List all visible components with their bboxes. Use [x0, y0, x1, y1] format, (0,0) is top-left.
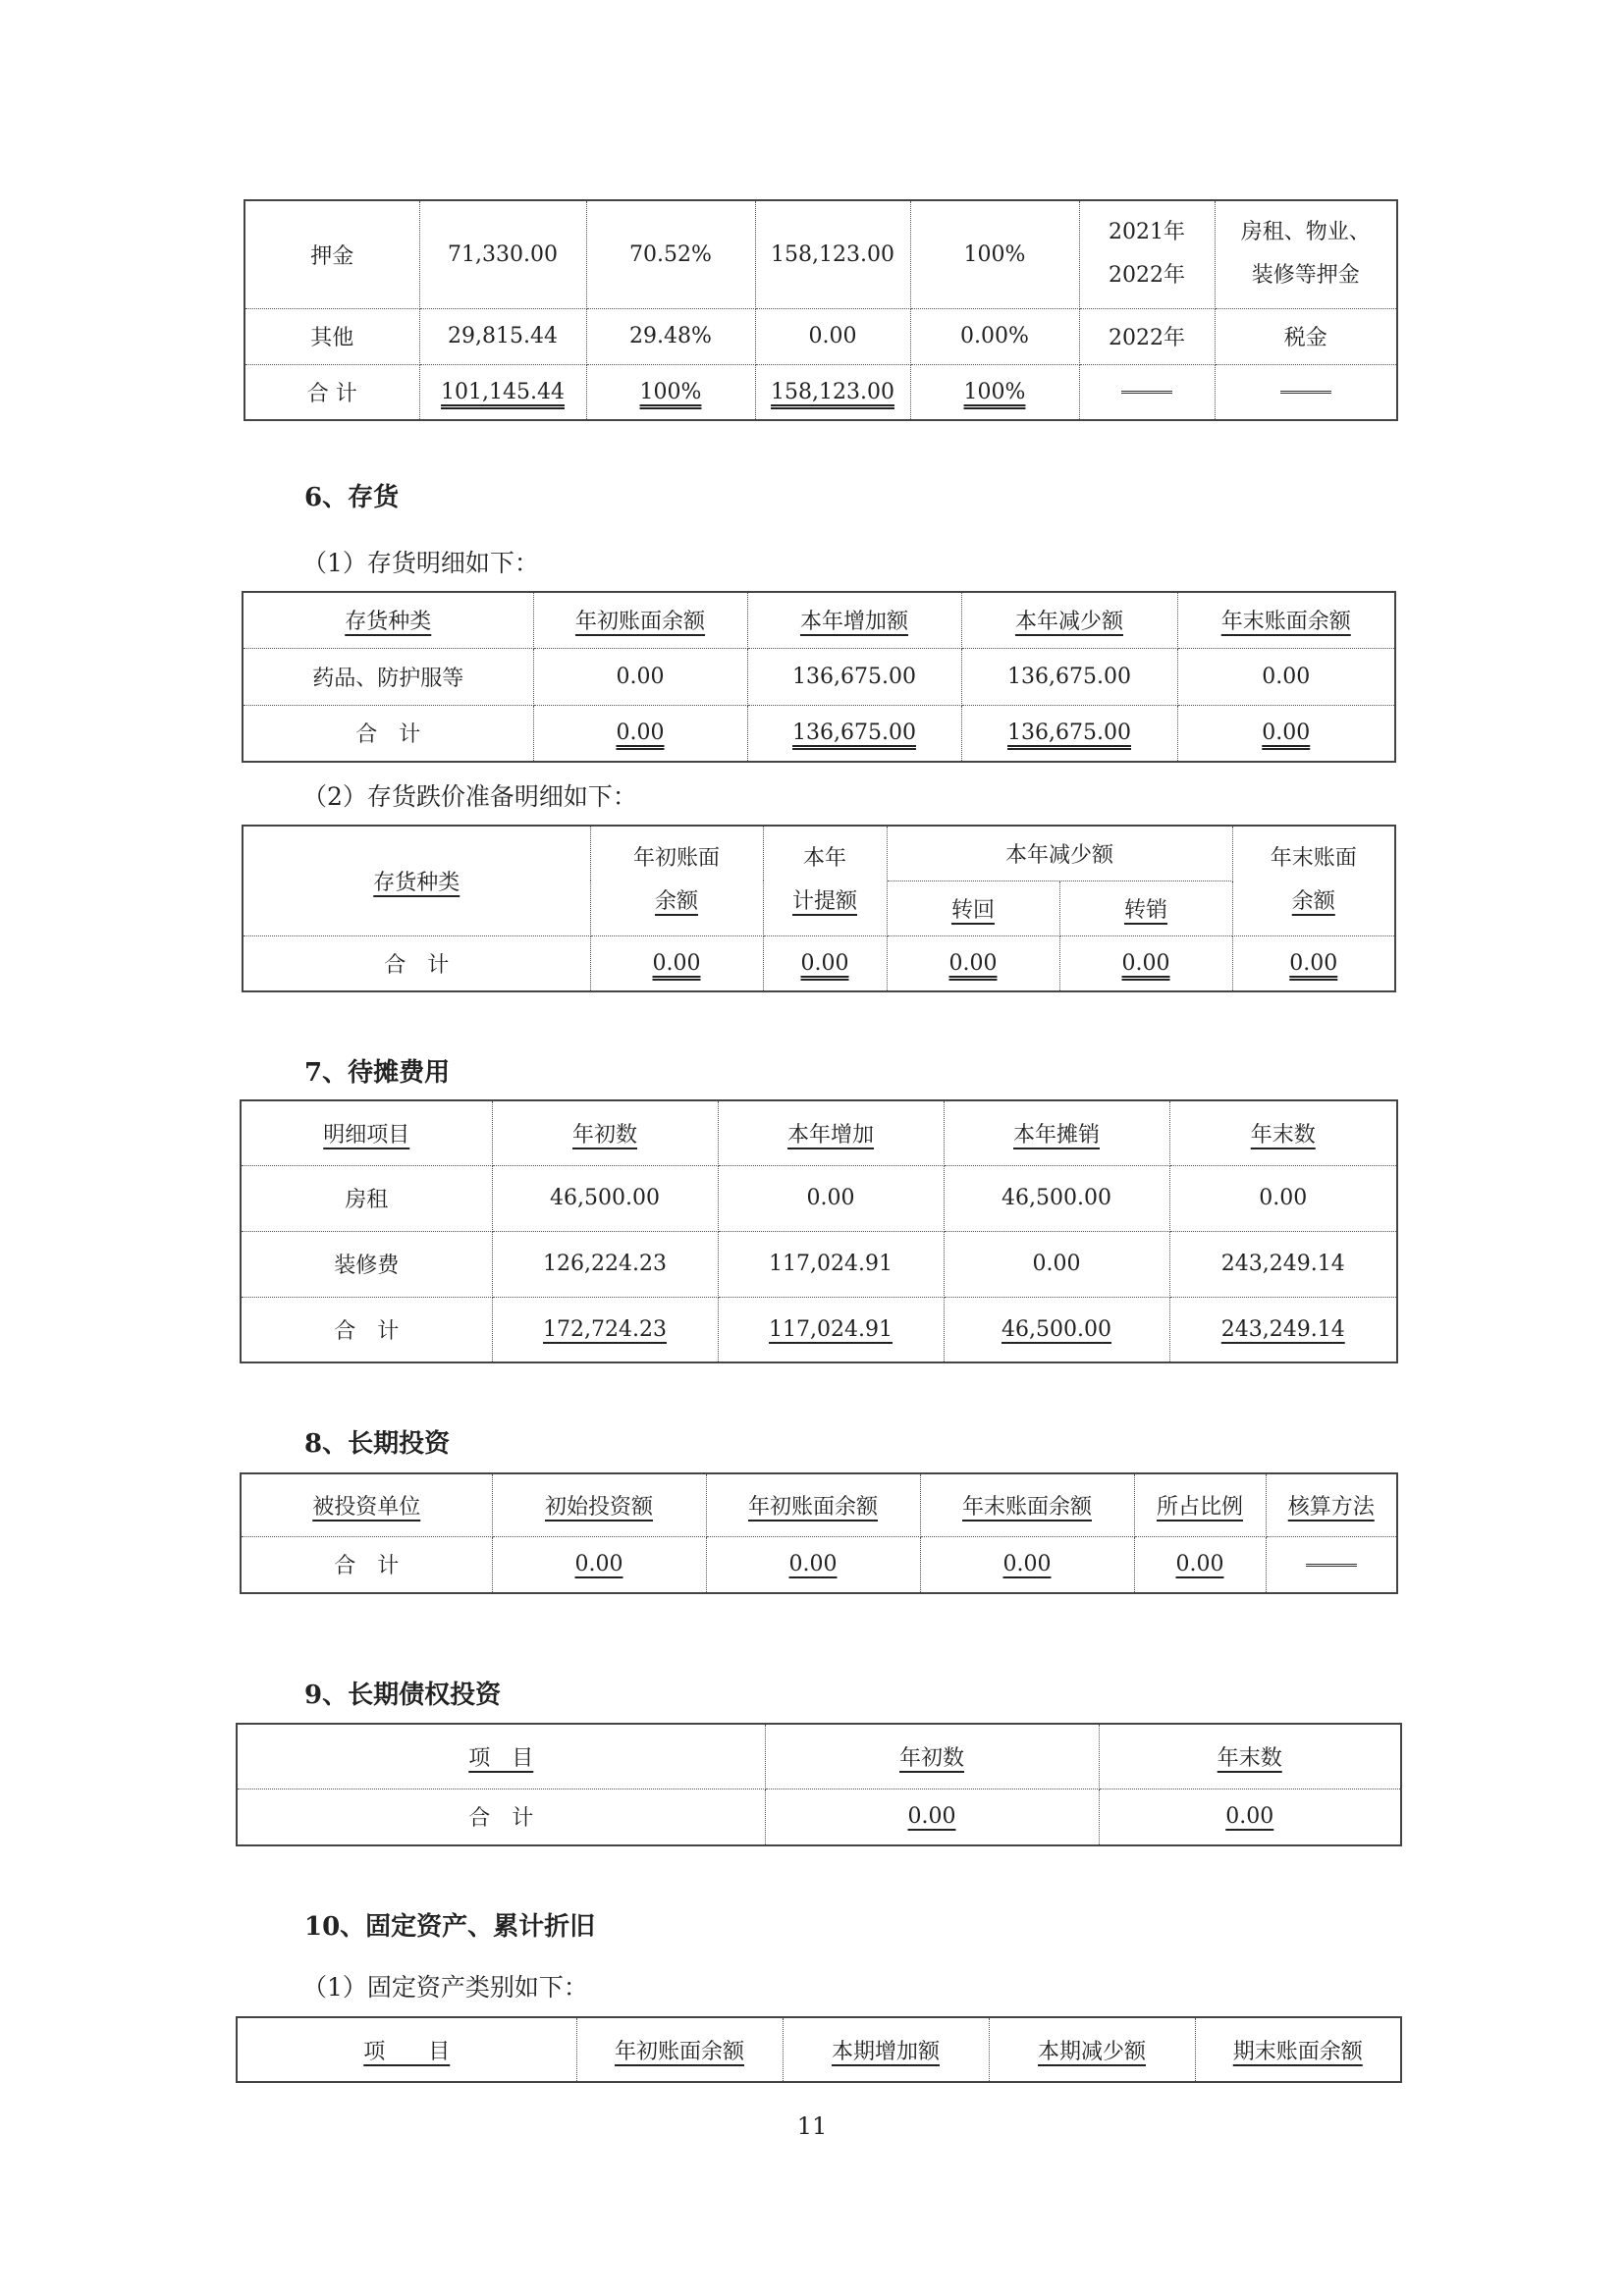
total-amount: 0.00 [616, 721, 665, 746]
amount-cell: 136,675.00 [747, 648, 961, 705]
dash-mark [1306, 1564, 1357, 1567]
total-amount: 0.00 [1262, 721, 1311, 746]
column-header: 年末数 [1250, 1122, 1316, 1148]
note-cell [1215, 200, 1397, 308]
ratio-cell: 29.48% [586, 308, 755, 364]
total-label: 合 计 [244, 364, 419, 420]
long-term-bond-table [236, 1723, 1402, 1846]
amount-cell: 243,249.14 [1169, 1231, 1397, 1297]
subheading-inventory-provision: （2）存货跌价准备明细如下： [302, 782, 637, 811]
column-header: 年初账面 [632, 846, 720, 872]
dash-mark [1121, 391, 1172, 394]
column-header: 转销 [1124, 897, 1168, 923]
table-row [241, 1165, 1397, 1231]
column-header: 转回 [950, 897, 995, 923]
total-amount: 243,249.14 [1220, 1316, 1345, 1342]
header-row [243, 592, 1395, 648]
total-amount: 0.00 [800, 950, 849, 976]
column-header: 年末账面余额 [961, 1494, 1092, 1520]
total-amount: 172,724.23 [543, 1316, 667, 1342]
amount-cell: 0.00 [718, 1165, 944, 1231]
ratio-cell: 100% [910, 200, 1079, 308]
header-row [243, 826, 1395, 881]
header-row [241, 1473, 1397, 1536]
subheading-inventory-detail: （1）存货明细如下： [302, 549, 539, 577]
section-heading-prepaid: 7、待摊费用 [304, 1058, 451, 1088]
ratio-cell: 70.52% [586, 200, 755, 308]
column-header: 本年减少额 [887, 826, 1232, 881]
total-amount: 0.00 [1225, 1804, 1274, 1830]
inventory-detail-table [242, 591, 1396, 763]
amount-cell: 46,500.00 [492, 1165, 718, 1231]
section-heading-long-term-investment: 8、长期投资 [304, 1429, 451, 1459]
section-heading-inventory: 6、存货 [304, 483, 400, 512]
note-line: 装修等押金 [1251, 263, 1360, 289]
table-row [244, 200, 1397, 308]
total-amount: 0.00 [1002, 1552, 1052, 1577]
total-amount: 0.00 [1289, 950, 1338, 976]
amount-cell: 0.00 [944, 1231, 1169, 1297]
total-amount: 46,500.00 [1001, 1316, 1111, 1342]
row-label: 装修费 [241, 1231, 492, 1297]
page-number: 11 [796, 2112, 828, 2140]
column-header: 明细项目 [323, 1122, 410, 1148]
column-header: 本年 [802, 846, 846, 872]
total-label: 合 计 [241, 1536, 492, 1593]
total-label: 合 计 [237, 1789, 765, 1845]
table-row [241, 1231, 1397, 1297]
total-row [243, 935, 1395, 991]
year-cell [1079, 200, 1215, 308]
column-header: 被投资单位 [312, 1494, 421, 1520]
header-row [237, 2017, 1401, 2082]
note-cell: 税金 [1215, 308, 1397, 364]
column-header: 年初数 [898, 1745, 964, 1771]
total-amount: 158,123.00 [771, 379, 894, 404]
total-row [237, 1789, 1401, 1845]
row-label: 其他 [244, 308, 419, 364]
column-header: 初始投资额 [544, 1494, 653, 1520]
row-label: 押金 [244, 200, 419, 308]
year-cell: 2022年 [1079, 308, 1215, 364]
header-row [241, 1100, 1397, 1165]
amount-cell: 29,815.44 [419, 308, 586, 364]
total-amount: 136,675.00 [792, 721, 916, 746]
column-header: 年初账面余额 [574, 610, 705, 635]
total-amount: 0.00 [1121, 950, 1170, 976]
column-header: 本期减少额 [1037, 2039, 1146, 2064]
column-header: 年末数 [1217, 1745, 1282, 1771]
column-header: 年末账面余额 [1220, 610, 1351, 635]
column-header: 存货种类 [345, 610, 432, 635]
column-header: 余额 [1291, 889, 1335, 915]
column-header: 本年摊销 [1012, 1122, 1100, 1148]
amount-cell: 0.00 [755, 308, 910, 364]
year-line: 2021年 [1109, 220, 1185, 245]
total-ratio: 0.00 [1175, 1552, 1224, 1577]
amount-cell: 126,224.23 [492, 1231, 718, 1297]
amount-cell: 117,024.91 [718, 1231, 944, 1297]
column-header: 余额 [654, 889, 698, 915]
amount-cell: 0.00 [1177, 648, 1395, 705]
column-header: 本年减少额 [1014, 610, 1123, 635]
total-row [243, 705, 1395, 762]
total-amount: 0.00 [948, 950, 998, 976]
section-heading-long-term-bond: 9、长期债权投资 [304, 1681, 502, 1710]
column-header: 期末账面余额 [1232, 2039, 1363, 2064]
section-heading-fixed-assets: 10、固定资产、累计折旧 [304, 1912, 596, 1942]
total-ratio: 100% [963, 379, 1026, 404]
total-amount: 0.00 [652, 950, 701, 976]
column-header: 项 目 [363, 2039, 451, 2064]
row-label: 药品、防护服等 [243, 648, 533, 705]
total-amount: 136,675.00 [1007, 721, 1131, 746]
total-amount: 0.00 [574, 1552, 623, 1577]
amount-cell: 71,330.00 [419, 200, 586, 308]
column-header: 年末账面 [1270, 846, 1357, 872]
column-header: 项 目 [468, 1745, 534, 1771]
total-amount: 0.00 [907, 1804, 956, 1830]
column-header: 年初数 [571, 1122, 637, 1148]
total-row [244, 364, 1397, 420]
long-term-investment-table [240, 1472, 1398, 1594]
total-label: 合 计 [243, 935, 590, 991]
subheading-fixed-asset-category: （1）固定资产类别如下： [302, 1973, 588, 2002]
amount-cell: 0.00 [533, 648, 747, 705]
column-header: 核算方法 [1287, 1494, 1375, 1520]
fixed-assets-table [236, 2016, 1402, 2083]
amount-cell: 46,500.00 [944, 1165, 1169, 1231]
note-line: 房租、物业、 [1240, 220, 1371, 245]
column-header: 存货种类 [373, 870, 460, 895]
total-label: 合 计 [243, 705, 533, 762]
total-amount: 0.00 [788, 1552, 838, 1577]
year-line: 2022年 [1109, 263, 1185, 289]
column-header: 年初账面余额 [614, 2039, 744, 2064]
column-header: 计提额 [791, 889, 857, 915]
total-row [241, 1536, 1397, 1593]
inventory-provision-table [242, 825, 1396, 992]
total-row [241, 1297, 1397, 1362]
dash-mark [1280, 391, 1331, 394]
column-header: 年初账面余额 [747, 1494, 878, 1520]
table-row [244, 308, 1397, 364]
total-ratio: 100% [639, 379, 702, 404]
row-label: 房租 [241, 1165, 492, 1231]
column-header: 本年增加额 [799, 610, 908, 635]
amount-cell: 0.00 [1169, 1165, 1397, 1231]
column-header: 本年增加 [786, 1122, 874, 1148]
table-row [243, 648, 1395, 705]
amount-cell: 158,123.00 [755, 200, 910, 308]
total-label: 合 计 [241, 1297, 492, 1362]
total-amount: 101,145.44 [441, 379, 565, 404]
total-amount: 117,024.91 [769, 1316, 893, 1342]
column-header: 本期增加额 [831, 2039, 940, 2064]
ratio-cell: 0.00% [910, 308, 1079, 364]
header-row [237, 1724, 1401, 1789]
column-header: 所占比例 [1156, 1494, 1243, 1520]
prepaid-expenses-table [240, 1099, 1398, 1363]
amount-cell: 136,675.00 [961, 648, 1177, 705]
other-receivables-table [244, 199, 1398, 421]
